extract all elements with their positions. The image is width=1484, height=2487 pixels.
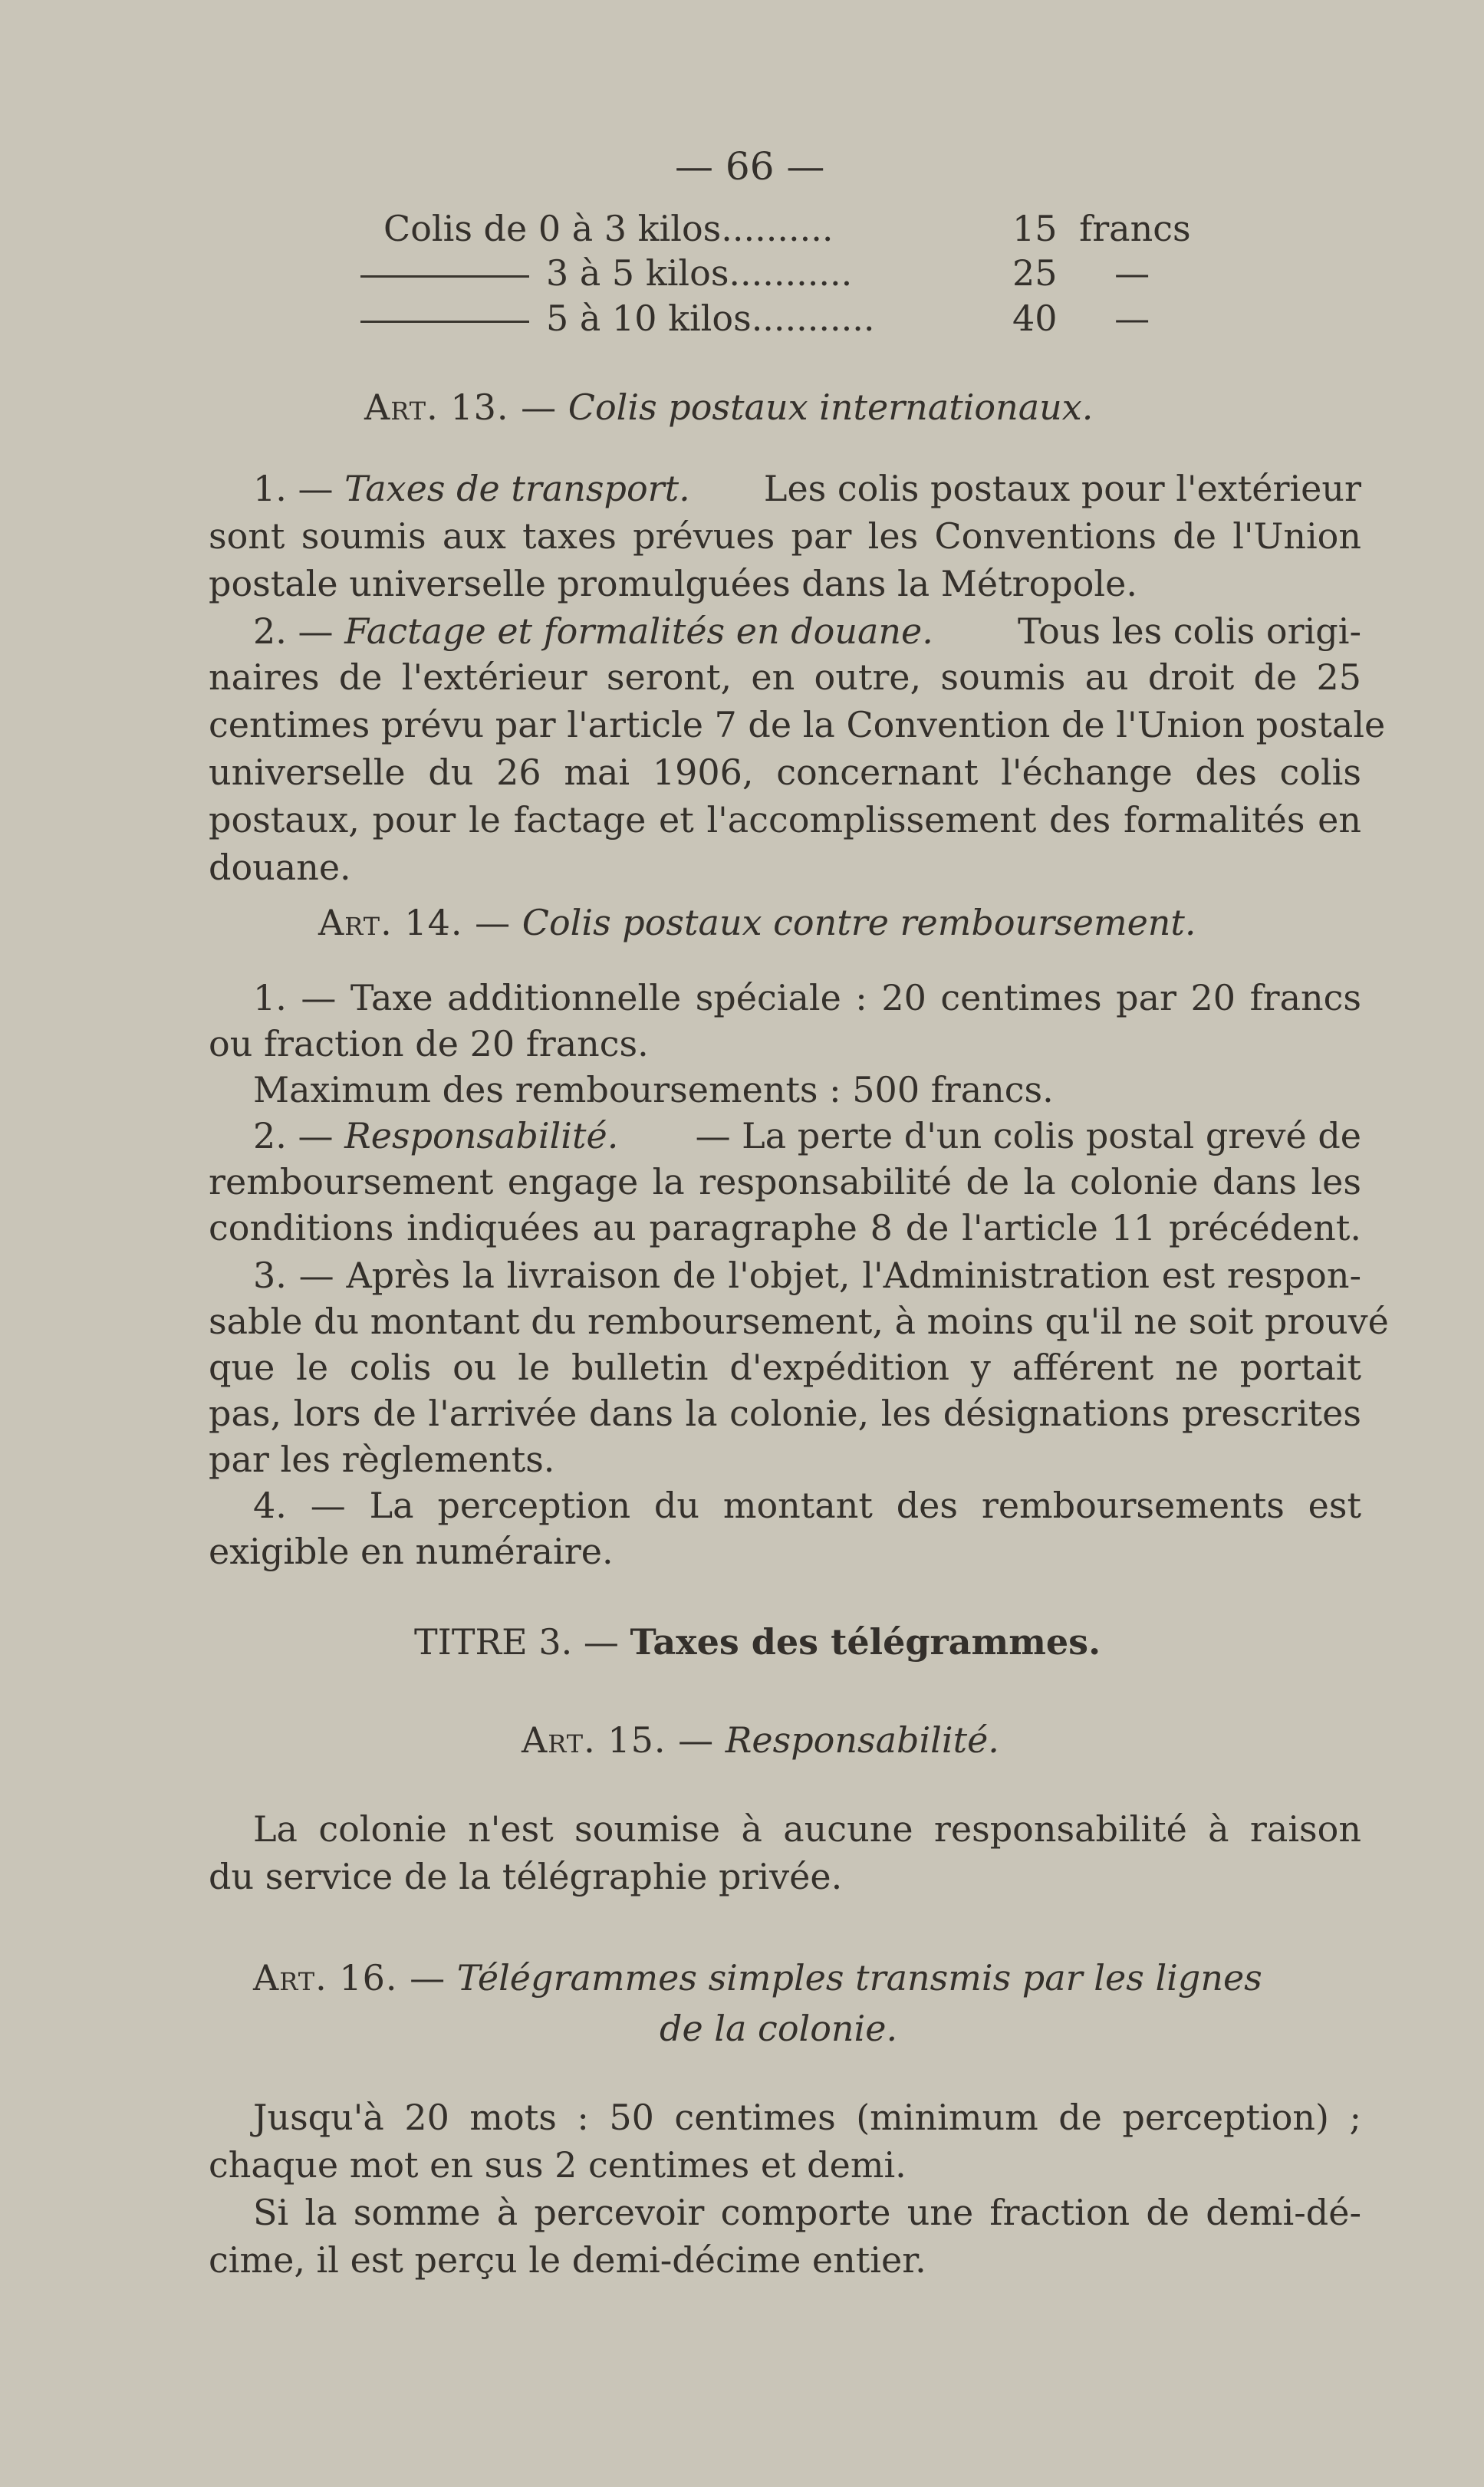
- art13-p2-first: [253, 610, 1361, 652]
- text-line: 4. — La perception du montant des remboursements est: [253, 1485, 1361, 1526]
- text-line: conditions indiquées au paragraphe 8 de l'article 11 précédent.: [209, 1207, 1361, 1248]
- paragraph-number: 2. —: [253, 610, 334, 652]
- paragraph-text: — La perte d'un colis postal grevé de: [695, 1115, 1361, 1156]
- text-line: 1. — Taxe additionnelle spéciale : 20 centimes par 20 francs: [253, 977, 1361, 1018]
- titre3-heading: [414, 1621, 1101, 1663]
- text-line: pas, lors de l'arrivée dans la colonie, les désignations prescrites: [209, 1393, 1361, 1434]
- colis-row-2: [360, 252, 853, 294]
- paragraph-heading: Responsabilité.: [344, 1115, 619, 1156]
- text-line: naires de l'extérieur seront, en outre, soumis au droit de 25: [209, 656, 1361, 698]
- text-line: 3. — Après la livraison de l'objet, l'Administration est respon-: [253, 1255, 1361, 1296]
- colis-row-range: 0 à 3 kilos..........: [538, 208, 834, 249]
- ditto-dash: [360, 321, 529, 323]
- text-line: exigible en numéraire.: [209, 1531, 614, 1572]
- ditto-dash: [360, 275, 529, 278]
- art14-p2-first: [253, 1115, 1361, 1156]
- article-label: Art. 14. —: [318, 902, 512, 943]
- text-line: Maximum des remboursements : 500 francs.: [253, 1069, 1054, 1110]
- text-line: sable du montant du remboursement, à moins qu'il ne soit prouvé: [209, 1301, 1389, 1342]
- colis-row-unit: —: [1114, 252, 1150, 294]
- colis-row-price-value: 15: [1012, 208, 1058, 249]
- art13-p1-first: [253, 468, 1361, 509]
- colis-row-3: [360, 298, 875, 339]
- art15-heading: [522, 1719, 999, 1761]
- paragraph-number: 1. —: [253, 468, 334, 509]
- art14-heading: [318, 902, 1196, 943]
- text-line: ou fraction de 20 francs.: [209, 1023, 649, 1064]
- titre-label: TITRE 3. —: [414, 1621, 619, 1663]
- colis-row-range: 3 à 5 kilos...........: [546, 252, 853, 294]
- art16-title-line2: de la colonie.: [660, 2008, 898, 2049]
- page-number: — 66 —: [675, 144, 825, 189]
- text-line: La colonie n'est soumise à aucune responsabilité à raison: [253, 1808, 1361, 1850]
- colis-row-unit: —: [1114, 298, 1150, 339]
- art16-heading: [253, 1957, 1262, 1998]
- article-label: Art. 16. —: [253, 1957, 446, 1998]
- paragraph-text: Les colis postaux pour l'extérieur: [763, 468, 1361, 509]
- colis-row-3-price: [1012, 298, 1150, 339]
- text-line: remboursement engage la responsabilité de la colonie dans les: [209, 1161, 1361, 1202]
- titre-text: Taxes des télégrammes.: [630, 1621, 1101, 1663]
- text-line: douane.: [209, 847, 351, 888]
- paragraph-heading: Factage et formalités en douane.: [344, 610, 933, 652]
- article-title: Télégrammes simples transmis par les lignes: [456, 1957, 1262, 1998]
- paragraph-number: 2. —: [253, 1115, 334, 1156]
- article-title: Colis postaux internationaux.: [568, 387, 1094, 428]
- text-line: centimes prévu par l'article 7 de la Convention de l'Union postale: [209, 704, 1386, 745]
- paragraph-text: Tous les colis origi-: [1017, 610, 1361, 652]
- colis-row-price-value: 25: [1012, 252, 1058, 294]
- art13-heading: [364, 387, 1094, 428]
- article-title: Responsabilité.: [725, 1719, 999, 1761]
- text-line: postaux, pour le factage et l'accomplissement des formalités en: [209, 799, 1361, 841]
- text-line: chaque mot en sus 2 centimes et demi.: [209, 2144, 907, 2186]
- colis-row-price-value: 40: [1012, 298, 1058, 339]
- text-line: Jusqu'à 20 mots : 50 centimes (minimum de perception) ;: [253, 2097, 1361, 2138]
- colis-row-1-price: [1012, 208, 1191, 249]
- colis-row-1: [383, 208, 834, 249]
- article-label: Art. 13. —: [364, 387, 558, 428]
- text-line: postale universelle promulguées dans la Métropole.: [209, 563, 1137, 604]
- text-line: par les règlements.: [209, 1439, 555, 1480]
- colis-row-prefix: Colis de: [383, 208, 538, 249]
- text-line: universelle du 26 mai 1906, concernant l'échange des colis: [209, 752, 1361, 793]
- text-line: Si la somme à percevoir comporte une fraction de demi-dé-: [253, 2192, 1361, 2233]
- text-line: sont soumis aux taxes prévues par les Conventions de l'Union: [209, 515, 1361, 557]
- article-title: Colis postaux contre remboursement.: [522, 902, 1196, 943]
- colis-row-unit: francs: [1079, 208, 1191, 249]
- paragraph-heading: Taxes de transport.: [344, 468, 690, 509]
- text-line: cime, il est perçu le demi-décime entier.: [209, 2239, 926, 2281]
- colis-row-2-price: [1012, 252, 1150, 294]
- text-line: du service de la télégraphie privée.: [209, 1856, 843, 1897]
- article-label: Art. 15. —: [522, 1719, 715, 1761]
- colis-row-range: 5 à 10 kilos...........: [546, 298, 875, 339]
- text-line: que le colis ou le bulletin d'expédition y afférent ne portait: [209, 1347, 1361, 1388]
